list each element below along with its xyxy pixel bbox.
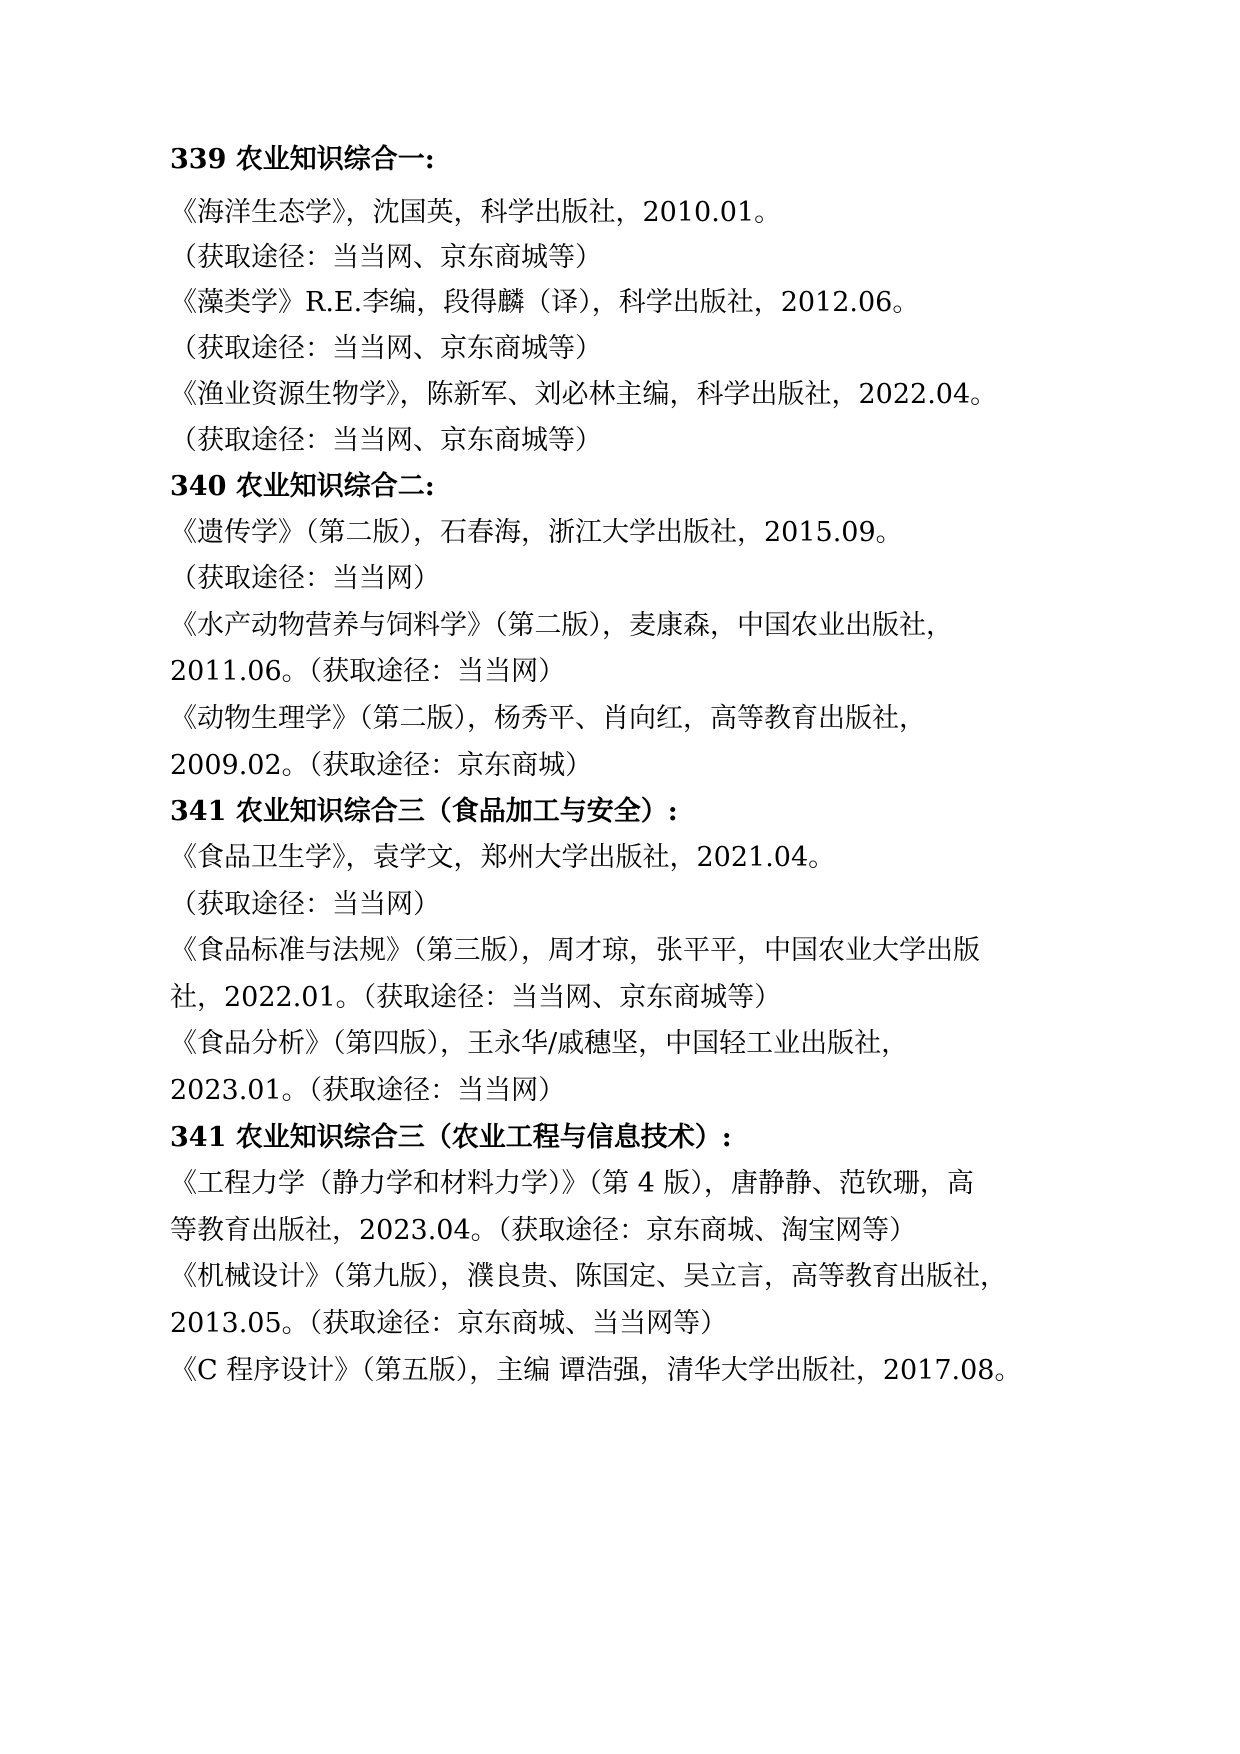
text-line: 2013.05。（获取途径：京东商城、当当网等） <box>170 1308 728 1339</box>
text-line: （获取途径：当当网、京东商城等） <box>170 242 602 273</box>
text-line: 《渔业资源生物学》，陈新军、刘必林主编，科学出版社，2022.04。 <box>170 379 998 410</box>
section-heading: 341 农业知识综合三（农业工程与信息技术）: <box>170 1122 732 1153</box>
text-line: （获取途径：当当网、京东商城等） <box>170 333 602 364</box>
text-line: 《食品标准与法规》（第三版），周才琼，张平平，中国农业大学出版 <box>170 935 980 966</box>
text-line: 《食品分析》（第四版），王永华/戚穗坚，中国轻工业出版社， <box>170 1028 909 1059</box>
text-line: 等教育出版社，2023.04。（获取途径：京东商城、淘宝网等） <box>170 1215 917 1246</box>
text-line: 《藻类学》R.E.李编，段得麟（译），科学出版社，2012.06。 <box>170 287 920 318</box>
text-line: 《机械设计》（第九版），濮良贵、陈国定、吴立言，高等教育出版社， <box>170 1261 1007 1292</box>
text-line: （获取途径：当当网） <box>170 889 440 920</box>
text-line: （获取途径：当当网、京东商城等） <box>170 425 602 456</box>
text-line: 社，2022.01。（获取途径：当当网、京东商城等） <box>170 982 782 1013</box>
section-heading: 339 农业知识综合一: <box>170 144 435 175</box>
section-heading: 341 农业知识综合三（食品加工与安全）: <box>170 796 678 827</box>
text-line: 《工程力学（静力学和材料力学）》（第 4 版），唐静静、范钦珊，高 <box>170 1168 974 1199</box>
text-line: （获取途径：当当网） <box>170 563 440 594</box>
text-line: 《动物生理学》（第二版），杨秀平、肖向红，高等教育出版社， <box>170 703 926 734</box>
text-line: 2009.02。（获取途径：京东商城） <box>170 750 593 781</box>
text-line: 《水产动物营养与饲料学》（第二版），麦康森，中国农业出版社， <box>170 610 953 641</box>
text-line: 《C 程序设计》（第五版），主编 谭浩强，清华大学出版社，2017.08。 <box>170 1355 1022 1386</box>
text-line: 2023.01。（获取途径：当当网） <box>170 1075 566 1106</box>
text-line: 2011.06。（获取途径：当当网） <box>170 656 566 687</box>
text-line: 《遗传学》（第二版），石春海，浙江大学出版社，2015.09。 <box>170 517 903 548</box>
section-heading: 340 农业知识综合二: <box>170 471 435 502</box>
text-line: 《海洋生态学》，沈国英，科学出版社，2010.01。 <box>170 197 782 228</box>
text-line: 《食品卫生学》，袁学文，郑州大学出版社，2021.04。 <box>170 842 836 873</box>
